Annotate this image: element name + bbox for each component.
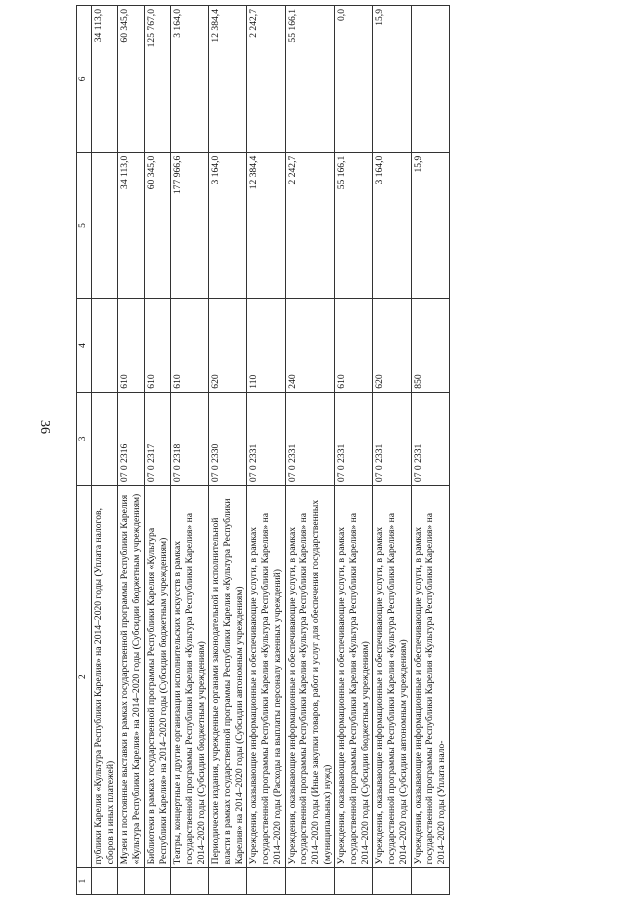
- row-number-cell: [411, 868, 449, 895]
- item-name-cell: Учреждения, оказывающие информационные и обеспечивающие услуги, в рамках государственной программы Республики Карелия «Культура Республики Карелия» на 2014–2020 годы (Иные закупки товаров, работ и услуг для обеспечения государственных (муниципальных) нужд): [285, 486, 335, 868]
- column-header: 2: [77, 486, 92, 868]
- target-article-cell: 07 0 2317: [144, 392, 170, 485]
- item-name-cell: Учреждения, оказывающие информационные и обеспечивающие услуги, в рамках государственной программы Республики Карелия «Культура Республики Карелия» на 2014–2020 годы (Субсидии автономным учреждениям): [373, 486, 411, 868]
- column-header: 4: [77, 299, 92, 392]
- table-row: [247, 6, 285, 895]
- target-article-cell: 07 0 2316: [118, 392, 144, 485]
- column-header: 3: [77, 392, 92, 485]
- table-row: [411, 6, 449, 895]
- amount-cell: 3 164,0: [209, 152, 247, 299]
- table-header-row: [77, 6, 92, 895]
- amount-cell: 60 345,0: [118, 6, 144, 153]
- item-name-cell: Библиотеки в рамках государственной программы Республики Карелия «Культура Республики Карелия» на 2014–2020 годы (Субсидии бюджетным учреждениям): [144, 486, 170, 868]
- amount-cell: 55 166,1: [335, 152, 373, 299]
- row-number-cell: [373, 868, 411, 895]
- budget-table: [76, 5, 450, 895]
- amount-cell: 125 767,0: [144, 6, 170, 153]
- table-row: [144, 6, 170, 895]
- item-name-cell: Учреждения, оказывающие информационные и обеспечивающие услуги, в рамках государственной программы Республики Карелия «Культура Республики Карелия» на 2014–2020 годы (Расходы на выплаты персоналу казенных учреждений): [247, 486, 285, 868]
- target-article-cell: 07 0 2330: [209, 392, 247, 485]
- amount-cell: 0,0: [335, 6, 373, 153]
- target-article-cell: 07 0 2331: [411, 392, 449, 485]
- table-row: [285, 6, 335, 895]
- expense-type-cell: 850: [411, 299, 449, 392]
- target-article-cell: 07 0 2331: [335, 392, 373, 485]
- target-article-cell: 07 0 2318: [171, 392, 209, 485]
- table-row: [118, 6, 144, 895]
- amount-cell: 34 113,0: [92, 6, 118, 153]
- target-article-cell: 07 0 2331: [247, 392, 285, 485]
- row-number-cell: [92, 868, 118, 895]
- expense-type-cell: 240: [285, 299, 335, 392]
- expense-type-cell: 610: [335, 299, 373, 392]
- table-row: [209, 6, 247, 895]
- row-number-cell: [144, 868, 170, 895]
- amount-cell: 177 966,6: [171, 152, 209, 299]
- amount-cell: 55 166,1: [285, 6, 335, 153]
- amount-cell: 15,9: [373, 6, 411, 153]
- column-header: 5: [77, 152, 92, 299]
- row-number-cell: [285, 868, 335, 895]
- target-article-cell: [92, 392, 118, 485]
- table-row: [335, 6, 373, 895]
- amount-cell: [411, 6, 449, 153]
- amount-cell: 2 242,7: [247, 6, 285, 153]
- column-header: 6: [77, 6, 92, 153]
- item-name-cell: Учреждения, оказывающие информационные и обеспечивающие услуги, в рамках государственной программы Республики Карелия «Культура Республики Карелия» на 2014–2020 годы (Уплата нало-: [411, 486, 449, 868]
- item-name-cell: публики Карелия «Культура Республики Карелия» на 2014–2020 годы (Уплата налогов, сборов и иных платежей): [92, 486, 118, 868]
- expense-type-cell: 620: [373, 299, 411, 392]
- table-row: [373, 6, 411, 895]
- column-header: 1: [77, 868, 92, 895]
- item-name-cell: Театры, концертные и другие организации исполнительских искусств в рамках государственной программы Республики Карелия «Культура Республики Карелия» на 2014–2020 годы (Субсидии бюджетным учреждениям): [171, 486, 209, 868]
- item-name-cell: Периодические издания, учрежденные органами законодательной и исполнительной власти в рамках государственной программы Республики Карелия «Культура Республики Карелия» на 2014–2020 годы (Субсидии автономным учреждениям): [209, 486, 247, 868]
- row-number-cell: [171, 868, 209, 895]
- amount-cell: 15,9: [411, 152, 449, 299]
- rotated-page: [70, 0, 640, 905]
- amount-cell: 2 242,7: [285, 152, 335, 299]
- amount-cell: 3 164,0: [373, 152, 411, 299]
- amount-cell: [92, 152, 118, 299]
- expense-type-cell: [92, 299, 118, 392]
- amount-cell: 60 345,0: [144, 152, 170, 299]
- row-number-cell: [247, 868, 285, 895]
- row-number-cell: [209, 868, 247, 895]
- expense-type-cell: 610: [171, 299, 209, 392]
- row-number-cell: [335, 868, 373, 895]
- expense-type-cell: 610: [118, 299, 144, 392]
- target-article-cell: 07 0 2331: [285, 392, 335, 485]
- table-row: [92, 6, 118, 895]
- row-number-cell: [118, 868, 144, 895]
- page-number: 36: [37, 420, 52, 434]
- item-name-cell: Музеи и постоянные выставки в рамках государственной программы Республики Карелия «Культура Республики Карелия» на 2014–2020 годы (Субсидии бюджетным учреждениям): [118, 486, 144, 868]
- amount-cell: 3 164,0: [171, 6, 209, 153]
- table-row: [171, 6, 209, 895]
- amount-cell: 12 384,4: [247, 152, 285, 299]
- item-name-cell: Учреждения, оказывающие информационные и обеспечивающие услуги, в рамках государственной программы Республики Карелия «Культура Республики Карелия» на 2014–2020 годы (Субсидии бюджетным учреждениям): [335, 486, 373, 868]
- expense-type-cell: 110: [247, 299, 285, 392]
- amount-cell: 34 113,0: [118, 152, 144, 299]
- amount-cell: 12 384,4: [209, 6, 247, 153]
- expense-type-cell: 610: [144, 299, 170, 392]
- target-article-cell: 07 0 2331: [373, 392, 411, 485]
- expense-type-cell: 620: [209, 299, 247, 392]
